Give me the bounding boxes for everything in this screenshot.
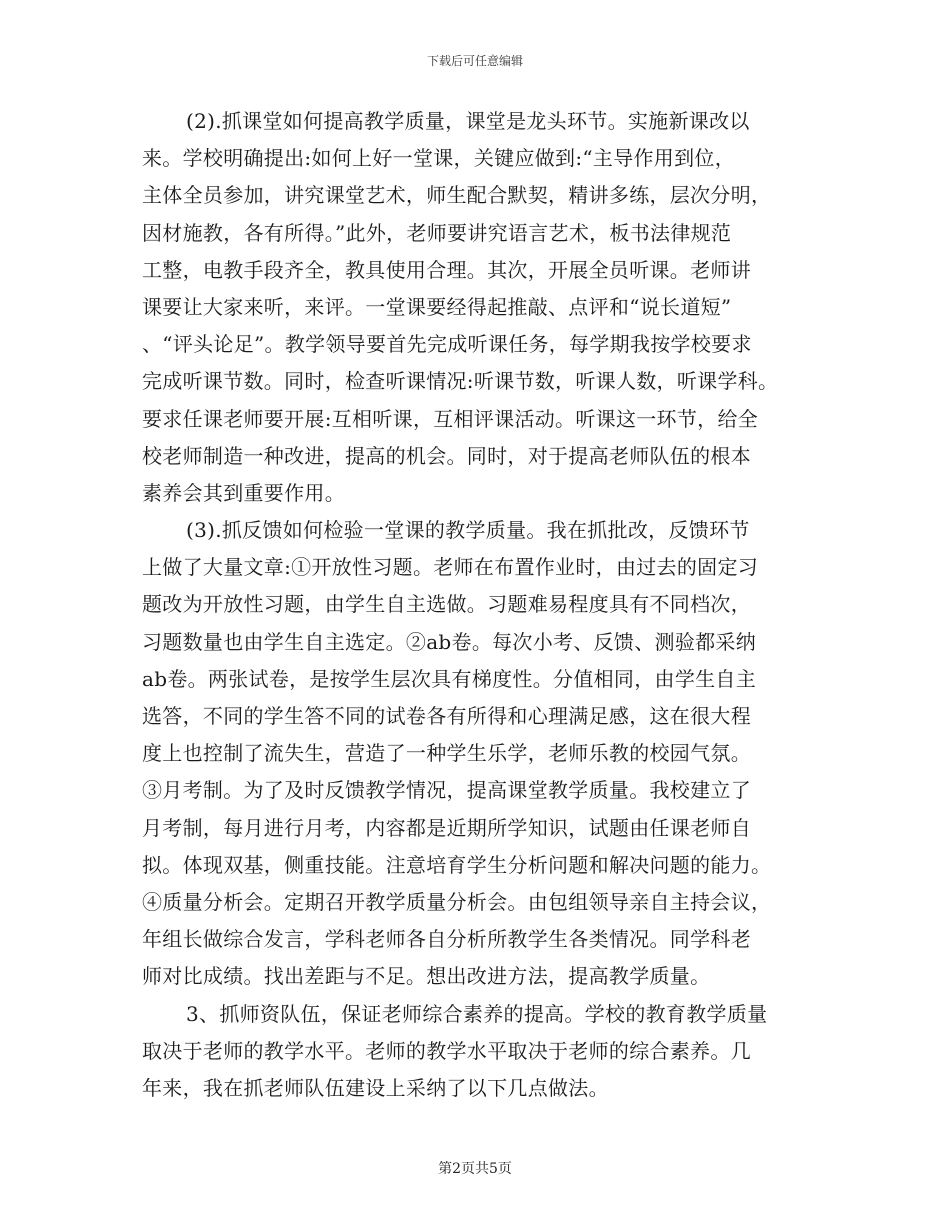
text-line: 因材施教，各有所得。”此外，老师要讲究语言艺术，板书法律规范 (142, 220, 732, 245)
text-line: 拟。体现双基，侧重技能。注意培育学生分析问题和解决问题的能力。 (142, 852, 772, 877)
text-line: 来。学校明确提出:如何上好一堂课，关键应做到:“主导作用到位， (142, 146, 736, 171)
text-line: 度上也控制了流失生，营造了一种学生乐学，老师乐教的校园气氛。 (142, 741, 751, 766)
text-line: 3、抓师资队伍，保证老师综合素养的提高。学校的教育教学质量 (186, 1001, 768, 1026)
text-line: ③月考制。为了及时反馈教学情况，提高课堂教学质量。我校建立了 (142, 778, 751, 803)
text-line: (3).抓反馈如何检验一堂课的教学质量。我在抓批改，反馈环节 (186, 518, 750, 543)
text-line: (2).抓课堂如何提高教学质量，课堂是龙头环节。实施新课改以 (186, 109, 750, 133)
text-line: 要求任课老师要开展:互相听课，互相评课活动。听课这一环节，给全 (142, 406, 759, 431)
text-line: 习题数量也由学生自主选定。②ab卷。每次小考、反馈、测验都采纳 (142, 629, 757, 654)
page-footer: 第2页共5页 (438, 1161, 512, 1177)
text-line: 主体全员参加，讲究课堂艺术，师生配合默契，精讲多练，层次分明， (142, 183, 772, 208)
text-line: 题改为开放性习题，由学生自主选做。习题难易程度具有不同档次， (142, 592, 751, 617)
text-line: 月考制，每月进行月考，内容都是近期所学知识，试题由任课老师自 (142, 815, 751, 840)
text-line: 课要让大家来听，来评。一堂课要经得起推敲、点评和“说长道短” (142, 294, 732, 319)
document-body (142, 103, 810, 1107)
text-line: 年来，我在抓老师队伍建设上采纳了以下几点做法。 (142, 1075, 609, 1100)
page-header: 下载后可任意编辑 (426, 54, 523, 68)
text-line: 完成听课节数。同时，检查听课情况:听课节数，听课人数，听课学科。 (142, 369, 779, 394)
text-line: 选答，不同的学生答不同的试卷各有所得和心理满足感，这在很大程 (142, 704, 751, 728)
text-line: ④质量分析会。定期召开教学质量分析会。由包组领导亲自主持会议， (142, 889, 772, 914)
text-line: 取决于老师的教学水平。老师的教学水平取决于老师的综合素养。几 (142, 1038, 751, 1063)
text-line: 校老师制造一种改进，提高的机会。同时，对于提高老师队伍的根本 (142, 443, 751, 468)
text-line: 年组长做综合发言，学科老师各自分析所教学生各类情况。同学科老 (142, 927, 751, 952)
text-line: 素养会其到重要作用。 (142, 480, 345, 505)
text-line: 师对比成绩。找出差距与不足。想出改进方法，提高教学质量。 (142, 964, 711, 989)
text-line: ab卷。两张试卷，是按学生层次具有梯度性。分值相同，由学生自主 (142, 666, 757, 691)
text-line: 、“评头论足”。教学领导要首先完成听课任务，每学期我按学校要求 (142, 332, 752, 357)
text-line: 上做了大量文章:①开放性习题。老师在布置作业时，由过去的固定习 (142, 555, 759, 580)
text-line: 工整，电教手段齐全，教具使用合理。其次，开展全员听课。老师讲 (142, 257, 751, 282)
